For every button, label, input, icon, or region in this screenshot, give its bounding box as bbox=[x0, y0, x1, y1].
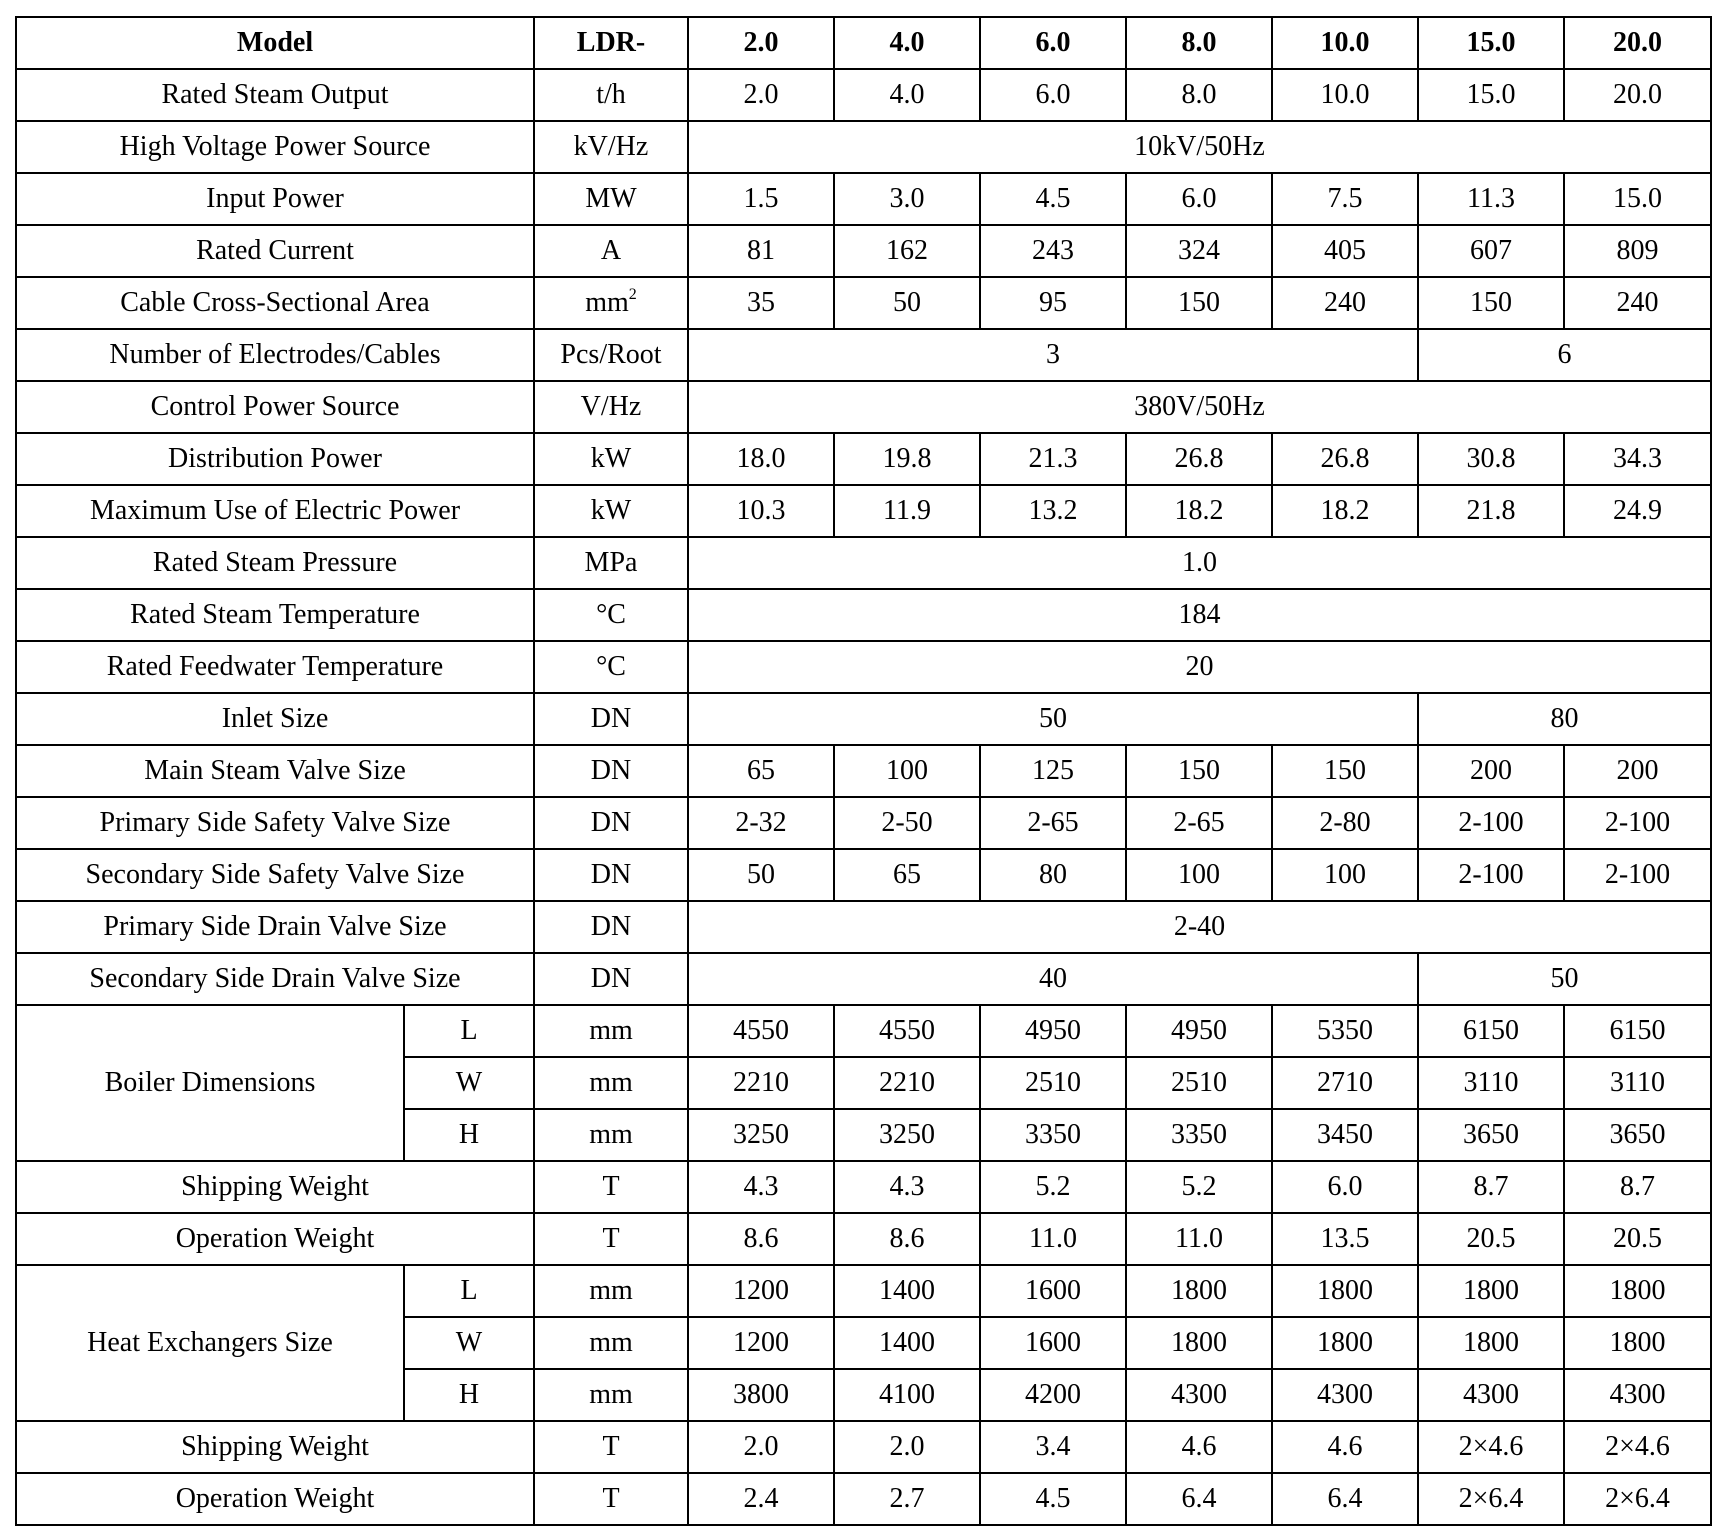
value-cell: 200 bbox=[1564, 745, 1711, 797]
value-cell: 2.0 bbox=[688, 69, 834, 121]
value-cell: 13.2 bbox=[980, 485, 1126, 537]
value-cell: 4100 bbox=[834, 1369, 980, 1421]
unit-cell: kW bbox=[534, 433, 688, 485]
unit-cell: Pcs/Root bbox=[534, 329, 688, 381]
value-cell: 5350 bbox=[1272, 1005, 1418, 1057]
row-high-voltage bbox=[16, 121, 1711, 173]
value-cell: 4950 bbox=[980, 1005, 1126, 1057]
row-steam-temp bbox=[16, 589, 1711, 641]
unit-cell: DN bbox=[534, 849, 688, 901]
value-cell: 1200 bbox=[688, 1317, 834, 1369]
value-cell: 2.4 bbox=[688, 1473, 834, 1525]
value-cell: 3450 bbox=[1272, 1109, 1418, 1161]
value-cell: 405 bbox=[1272, 225, 1418, 277]
row-label: Distribution Power bbox=[16, 433, 534, 485]
unit-cell: T bbox=[534, 1473, 688, 1525]
unit-cell: DN bbox=[534, 797, 688, 849]
merged-value-cell: 10kV/50Hz bbox=[688, 121, 1711, 173]
value-cell: 6150 bbox=[1418, 1005, 1564, 1057]
value-cell: 3250 bbox=[688, 1109, 834, 1161]
value-cell: 1800 bbox=[1272, 1317, 1418, 1369]
value-cell: 20.5 bbox=[1564, 1213, 1711, 1265]
value-cell: 1800 bbox=[1126, 1265, 1272, 1317]
merged-value-cell: 2-40 bbox=[688, 901, 1711, 953]
unit-cell: V/Hz bbox=[534, 381, 688, 433]
value-cell: 81 bbox=[688, 225, 834, 277]
row-label: Maximum Use of Electric Power bbox=[16, 485, 534, 537]
value-cell: 150 bbox=[1418, 277, 1564, 329]
value-cell: 4300 bbox=[1126, 1369, 1272, 1421]
value-cell: 4.6 bbox=[1126, 1421, 1272, 1473]
value-cell: 1400 bbox=[834, 1317, 980, 1369]
unit-cell: mm bbox=[534, 1317, 688, 1369]
unit-cell: mm bbox=[534, 1369, 688, 1421]
value-cell: 1800 bbox=[1272, 1265, 1418, 1317]
value-cell: 324 bbox=[1126, 225, 1272, 277]
value-cell: 162 bbox=[834, 225, 980, 277]
value-cell: 80 bbox=[980, 849, 1126, 901]
model-column-header: 20.0 bbox=[1564, 17, 1711, 69]
model-column-header: 10.0 bbox=[1272, 17, 1418, 69]
dimension-label: W bbox=[404, 1317, 534, 1369]
unit-cell: DN bbox=[534, 953, 688, 1005]
value-cell: 2510 bbox=[980, 1057, 1126, 1109]
model-prefix: LDR- bbox=[534, 17, 688, 69]
value-cell: 3110 bbox=[1564, 1057, 1711, 1109]
value-cell: 35 bbox=[688, 277, 834, 329]
value-cell: 200 bbox=[1418, 745, 1564, 797]
row-electrodes bbox=[16, 329, 1711, 381]
merged-value-cell: 50 bbox=[1418, 953, 1711, 1005]
merged-value-cell: 50 bbox=[688, 693, 1418, 745]
unit-cell: T bbox=[534, 1161, 688, 1213]
value-cell: 4300 bbox=[1418, 1369, 1564, 1421]
model-column-header: 4.0 bbox=[834, 17, 980, 69]
value-cell: 24.9 bbox=[1564, 485, 1711, 537]
spec-table bbox=[15, 16, 1712, 1526]
unit-cell: mm bbox=[534, 1265, 688, 1317]
value-cell: 4550 bbox=[834, 1005, 980, 1057]
merged-value-cell: 380V/50Hz bbox=[688, 381, 1711, 433]
value-cell: 1800 bbox=[1418, 1265, 1564, 1317]
value-cell: 8.6 bbox=[834, 1213, 980, 1265]
merged-value-cell: 40 bbox=[688, 953, 1418, 1005]
value-cell: 1600 bbox=[980, 1265, 1126, 1317]
value-cell: 2-80 bbox=[1272, 797, 1418, 849]
row-distribution-power bbox=[16, 433, 1711, 485]
row-steam-pressure bbox=[16, 537, 1711, 589]
value-cell: 65 bbox=[834, 849, 980, 901]
value-cell: 4.3 bbox=[688, 1161, 834, 1213]
merged-value-cell: 1.0 bbox=[688, 537, 1711, 589]
row-label: Rated Steam Temperature bbox=[16, 589, 534, 641]
value-cell: 3650 bbox=[1418, 1109, 1564, 1161]
value-cell: 4.0 bbox=[834, 69, 980, 121]
unit-cell: kW bbox=[534, 485, 688, 537]
row-label: Secondary Side Safety Valve Size bbox=[16, 849, 534, 901]
unit-cell bbox=[534, 277, 688, 329]
row-label: Secondary Side Drain Valve Size bbox=[16, 953, 534, 1005]
value-cell: 2-100 bbox=[1564, 849, 1711, 901]
row-label: Rated Steam Pressure bbox=[16, 537, 534, 589]
row-label: Shipping Weight bbox=[16, 1421, 534, 1473]
value-cell: 15.0 bbox=[1418, 69, 1564, 121]
merged-value-cell: 20 bbox=[688, 641, 1711, 693]
value-cell: 1400 bbox=[834, 1265, 980, 1317]
value-cell: 18.0 bbox=[688, 433, 834, 485]
value-cell: 100 bbox=[834, 745, 980, 797]
value-cell: 125 bbox=[980, 745, 1126, 797]
value-cell: 95 bbox=[980, 277, 1126, 329]
value-cell: 10.3 bbox=[688, 485, 834, 537]
row-label: Primary Side Safety Valve Size bbox=[16, 797, 534, 849]
row-secondary-safety bbox=[16, 849, 1711, 901]
row-boiler-operation bbox=[16, 1213, 1711, 1265]
value-cell: 4.5 bbox=[980, 173, 1126, 225]
value-cell: 4300 bbox=[1272, 1369, 1418, 1421]
value-cell: 2×6.4 bbox=[1418, 1473, 1564, 1525]
value-cell: 2-100 bbox=[1418, 797, 1564, 849]
row-label: Primary Side Drain Valve Size bbox=[16, 901, 534, 953]
value-cell: 1800 bbox=[1564, 1265, 1711, 1317]
row-input-power bbox=[16, 173, 1711, 225]
value-cell: 1800 bbox=[1564, 1317, 1711, 1369]
value-cell: 2710 bbox=[1272, 1057, 1418, 1109]
model-column-header: 6.0 bbox=[980, 17, 1126, 69]
row-label: Input Power bbox=[16, 173, 534, 225]
value-cell: 20.0 bbox=[1564, 69, 1711, 121]
value-cell: 13.5 bbox=[1272, 1213, 1418, 1265]
value-cell: 100 bbox=[1126, 849, 1272, 901]
row-primary-drain bbox=[16, 901, 1711, 953]
merged-value-cell: 6 bbox=[1418, 329, 1711, 381]
row-boiler-shipping bbox=[16, 1161, 1711, 1213]
value-cell: 150 bbox=[1272, 745, 1418, 797]
row-label: Main Steam Valve Size bbox=[16, 745, 534, 797]
value-cell: 2-50 bbox=[834, 797, 980, 849]
value-cell: 3.0 bbox=[834, 173, 980, 225]
unit-cell: mm bbox=[534, 1005, 688, 1057]
unit-cell: °C bbox=[534, 641, 688, 693]
merged-value-cell: 80 bbox=[1418, 693, 1711, 745]
value-cell: 6.0 bbox=[1126, 173, 1272, 225]
value-cell: 8.6 bbox=[688, 1213, 834, 1265]
unit-cell: T bbox=[534, 1213, 688, 1265]
value-cell: 6.4 bbox=[1272, 1473, 1418, 1525]
dimension-label: L bbox=[404, 1005, 534, 1057]
row-feedwater-temp bbox=[16, 641, 1711, 693]
model-column-header: 15.0 bbox=[1418, 17, 1564, 69]
row-hx-shipping bbox=[16, 1421, 1711, 1473]
value-cell: 2210 bbox=[688, 1057, 834, 1109]
value-cell: 10.0 bbox=[1272, 69, 1418, 121]
row-label: Rated Current bbox=[16, 225, 534, 277]
value-cell: 2×4.6 bbox=[1418, 1421, 1564, 1473]
value-cell: 3350 bbox=[980, 1109, 1126, 1161]
value-cell: 2210 bbox=[834, 1057, 980, 1109]
row-rated-current bbox=[16, 225, 1711, 277]
value-cell: 3350 bbox=[1126, 1109, 1272, 1161]
value-cell: 8.0 bbox=[1126, 69, 1272, 121]
unit-superscript: 2 bbox=[628, 286, 637, 303]
value-cell: 21.3 bbox=[980, 433, 1126, 485]
value-cell: 2510 bbox=[1126, 1057, 1272, 1109]
value-cell: 150 bbox=[1126, 745, 1272, 797]
value-cell: 2-100 bbox=[1418, 849, 1564, 901]
value-cell: 11.3 bbox=[1418, 173, 1564, 225]
row-label: Rated Feedwater Temperature bbox=[16, 641, 534, 693]
header-row bbox=[16, 17, 1711, 69]
unit-cell: °C bbox=[534, 589, 688, 641]
row-label: Operation Weight bbox=[16, 1213, 534, 1265]
row-hx-size-l bbox=[16, 1265, 1711, 1317]
value-cell: 26.8 bbox=[1126, 433, 1272, 485]
row-label: Shipping Weight bbox=[16, 1161, 534, 1213]
value-cell: 6.4 bbox=[1126, 1473, 1272, 1525]
value-cell: 7.5 bbox=[1272, 173, 1418, 225]
value-cell: 1600 bbox=[980, 1317, 1126, 1369]
row-label: High Voltage Power Source bbox=[16, 121, 534, 173]
unit-cell: MPa bbox=[534, 537, 688, 589]
value-cell: 50 bbox=[688, 849, 834, 901]
value-cell: 2-32 bbox=[688, 797, 834, 849]
value-cell: 1800 bbox=[1418, 1317, 1564, 1369]
value-cell: 243 bbox=[980, 225, 1126, 277]
row-rated-steam-output bbox=[16, 69, 1711, 121]
row-max-electric-power bbox=[16, 485, 1711, 537]
value-cell: 100 bbox=[1272, 849, 1418, 901]
row-label: Rated Steam Output bbox=[16, 69, 534, 121]
value-cell: 2.7 bbox=[834, 1473, 980, 1525]
value-cell: 1200 bbox=[688, 1265, 834, 1317]
value-cell: 26.8 bbox=[1272, 433, 1418, 485]
value-cell: 21.8 bbox=[1418, 485, 1564, 537]
value-cell: 18.2 bbox=[1126, 485, 1272, 537]
dimension-label: H bbox=[404, 1109, 534, 1161]
model-column-header: 2.0 bbox=[688, 17, 834, 69]
unit-cell: kV/Hz bbox=[534, 121, 688, 173]
row-primary-safety bbox=[16, 797, 1711, 849]
value-cell: 11.9 bbox=[834, 485, 980, 537]
value-cell: 4950 bbox=[1126, 1005, 1272, 1057]
value-cell: 1800 bbox=[1126, 1317, 1272, 1369]
row-cable-area bbox=[16, 277, 1711, 329]
value-cell: 607 bbox=[1418, 225, 1564, 277]
value-cell: 240 bbox=[1272, 277, 1418, 329]
value-cell: 2.0 bbox=[688, 1421, 834, 1473]
row-hx-operation bbox=[16, 1473, 1711, 1525]
value-cell: 4200 bbox=[980, 1369, 1126, 1421]
row-inlet-size bbox=[16, 693, 1711, 745]
value-cell: 5.2 bbox=[1126, 1161, 1272, 1213]
unit-cell: t/h bbox=[534, 69, 688, 121]
value-cell: 4.5 bbox=[980, 1473, 1126, 1525]
row-label: Operation Weight bbox=[16, 1473, 534, 1525]
row-control-power bbox=[16, 381, 1711, 433]
unit-base: mm bbox=[585, 287, 629, 318]
unit-cell: DN bbox=[534, 901, 688, 953]
value-cell: 4550 bbox=[688, 1005, 834, 1057]
value-cell: 3110 bbox=[1418, 1057, 1564, 1109]
value-cell: 18.2 bbox=[1272, 485, 1418, 537]
row-label: Number of Electrodes/Cables bbox=[16, 329, 534, 381]
value-cell: 6.0 bbox=[980, 69, 1126, 121]
value-cell: 34.3 bbox=[1564, 433, 1711, 485]
unit-cell: MW bbox=[534, 173, 688, 225]
value-cell: 5.2 bbox=[980, 1161, 1126, 1213]
row-label: Cable Cross-Sectional Area bbox=[16, 277, 534, 329]
value-cell: 4.6 bbox=[1272, 1421, 1418, 1473]
value-cell: 2×4.6 bbox=[1564, 1421, 1711, 1473]
value-cell: 2-100 bbox=[1564, 797, 1711, 849]
value-cell: 8.7 bbox=[1418, 1161, 1564, 1213]
merged-value-cell: 3 bbox=[688, 329, 1418, 381]
row-label: Inlet Size bbox=[16, 693, 534, 745]
value-cell: 150 bbox=[1126, 277, 1272, 329]
value-cell: 2-65 bbox=[1126, 797, 1272, 849]
value-cell: 6.0 bbox=[1272, 1161, 1418, 1213]
group-label: Heat Exchangers Size bbox=[16, 1265, 404, 1421]
value-cell: 19.8 bbox=[834, 433, 980, 485]
value-cell: 809 bbox=[1564, 225, 1711, 277]
row-boiler-dims-l bbox=[16, 1005, 1711, 1057]
value-cell: 65 bbox=[688, 745, 834, 797]
value-cell: 3.4 bbox=[980, 1421, 1126, 1473]
value-cell: 11.0 bbox=[1126, 1213, 1272, 1265]
row-secondary-drain bbox=[16, 953, 1711, 1005]
value-cell: 3650 bbox=[1564, 1109, 1711, 1161]
merged-value-cell: 184 bbox=[688, 589, 1711, 641]
dimension-label: H bbox=[404, 1369, 534, 1421]
value-cell: 30.8 bbox=[1418, 433, 1564, 485]
dimension-label: L bbox=[404, 1265, 534, 1317]
value-cell: 3800 bbox=[688, 1369, 834, 1421]
value-cell: 2×6.4 bbox=[1564, 1473, 1711, 1525]
value-cell: 240 bbox=[1564, 277, 1711, 329]
value-cell: 4.3 bbox=[834, 1161, 980, 1213]
unit-cell: mm bbox=[534, 1057, 688, 1109]
unit-cell: mm bbox=[534, 1109, 688, 1161]
value-cell: 15.0 bbox=[1564, 173, 1711, 225]
value-cell: 20.5 bbox=[1418, 1213, 1564, 1265]
value-cell: 3250 bbox=[834, 1109, 980, 1161]
group-label: Boiler Dimensions bbox=[16, 1005, 404, 1161]
value-cell: 50 bbox=[834, 277, 980, 329]
unit-cell: DN bbox=[534, 745, 688, 797]
row-main-valve bbox=[16, 745, 1711, 797]
value-cell: 2.0 bbox=[834, 1421, 980, 1473]
value-cell: 2-65 bbox=[980, 797, 1126, 849]
model-header: Model bbox=[16, 17, 534, 69]
unit-cell: T bbox=[534, 1421, 688, 1473]
value-cell: 6150 bbox=[1564, 1005, 1711, 1057]
row-label: Control Power Source bbox=[16, 381, 534, 433]
dimension-label: W bbox=[404, 1057, 534, 1109]
model-column-header: 8.0 bbox=[1126, 17, 1272, 69]
value-cell: 4300 bbox=[1564, 1369, 1711, 1421]
value-cell: 11.0 bbox=[980, 1213, 1126, 1265]
unit-cell: DN bbox=[534, 693, 688, 745]
value-cell: 8.7 bbox=[1564, 1161, 1711, 1213]
spec-table-body bbox=[16, 17, 1711, 1525]
unit-cell: A bbox=[534, 225, 688, 277]
value-cell: 1.5 bbox=[688, 173, 834, 225]
